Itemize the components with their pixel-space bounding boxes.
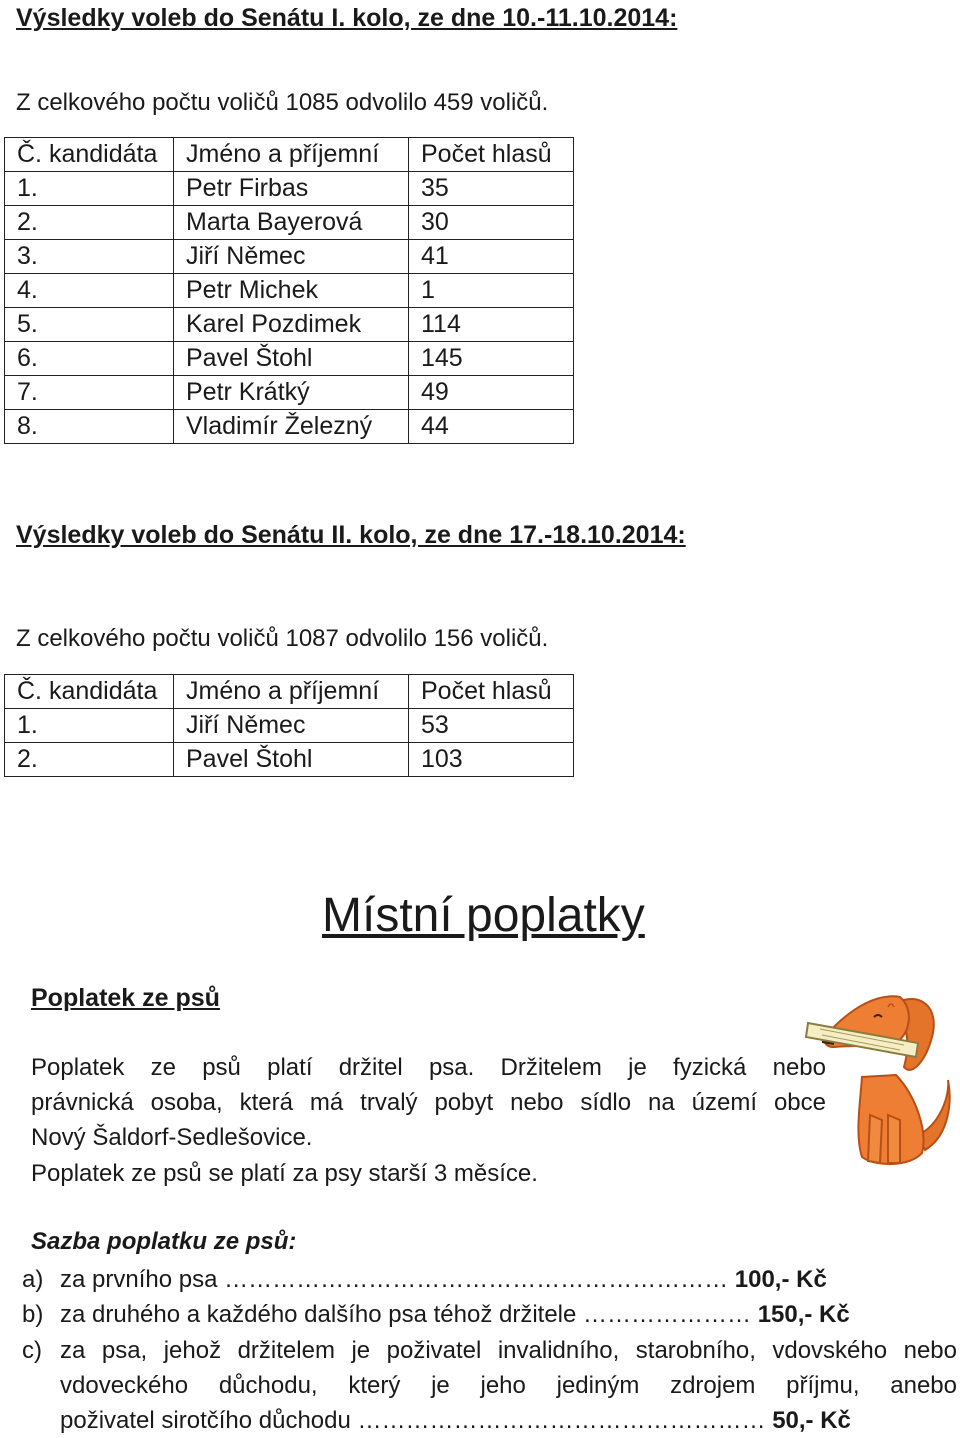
table-row (5, 410, 574, 444)
fee-paragraph-line1: Poplatek ze psů platí držitel psa. Držitelem je fyzická nebo (31, 1054, 826, 1081)
round1-summary: Z celkového počtu voličů 1085 odvolilo 459 voličů. (16, 89, 549, 116)
candidate-number: 7. (5, 376, 174, 410)
fee-paragraph-age: Poplatek ze psů se platí za psy starší 3 měsíce. (31, 1160, 538, 1187)
rates-heading: Sazba poplatku ze psů: (31, 1228, 297, 1255)
item-label: b) (22, 1301, 44, 1328)
vote-count: 41 (409, 240, 574, 274)
table-row (5, 206, 574, 240)
table-row (5, 342, 574, 376)
round2-heading: Výsledky voleb do Senátu II. kolo, ze dne 17.-18.10.2014: (16, 521, 686, 549)
table-row (5, 743, 574, 777)
item-amount: 100,- Kč (734, 1266, 827, 1293)
candidate-name: Karel Pozdimek (174, 308, 409, 342)
vote-count: 145 (409, 342, 574, 376)
list-item (22, 1297, 957, 1332)
column-header: Č. kandidáta (5, 675, 174, 709)
column-header: Č. kandidáta (5, 138, 174, 172)
item-text: za druhého a každého dalšího psa téhož držitele ………………… (60, 1301, 758, 1328)
column-header: Počet hlasů (409, 138, 574, 172)
table-row (5, 172, 574, 206)
candidate-name: Marta Bayerová (174, 206, 409, 240)
item-amount: 50,- Kč (772, 1407, 851, 1434)
candidate-number: 1. (5, 172, 174, 206)
round1-heading: Výsledky voleb do Senátu I. kolo, ze dne 10.-11.10.2014: (16, 4, 678, 32)
item-text-line3: poživatel sirotčího důchodu …………………………………………… (60, 1407, 773, 1434)
vote-count: 35 (409, 172, 574, 206)
vote-count: 44 (409, 410, 574, 444)
dog-fee-heading: Poplatek ze psů (31, 984, 220, 1012)
round2-summary: Z celkového počtu voličů 1087 odvolilo 156 voličů. (16, 625, 549, 652)
candidate-number: 2. (5, 743, 174, 777)
candidate-number: 2. (5, 206, 174, 240)
column-header: Jméno a příjemní (174, 138, 409, 172)
vote-count: 30 (409, 206, 574, 240)
table-row (5, 240, 574, 274)
round2-results-table (4, 674, 574, 777)
list-item (22, 1333, 957, 1438)
item-text-line2: vdoveckého důchodu, který je jeho jediným zdrojem příjmu, anebo (60, 1372, 957, 1399)
candidate-name: Petr Krátký (174, 376, 409, 410)
candidate-name: Jiří Němec (174, 709, 409, 743)
vote-count: 1 (409, 274, 574, 308)
fee-paragraph-line2: právnická osoba, která má trvalý pobyt nebo sídlo na území obce (31, 1089, 826, 1116)
candidate-number: 4. (5, 274, 174, 308)
candidate-number: 3. (5, 240, 174, 274)
vote-count: 103 (409, 743, 574, 777)
table-row (5, 308, 574, 342)
item-label: a) (22, 1266, 44, 1293)
candidate-name: Pavel Štohl (174, 342, 409, 376)
table-header-row (5, 675, 574, 709)
vote-count: 53 (409, 709, 574, 743)
fee-paragraph-line3: Nový Šaldorf-Sedlešovice. (31, 1124, 313, 1151)
item-amount: 150,- Kč (757, 1301, 850, 1328)
candidate-name: Vladimír Železný (174, 410, 409, 444)
table-row (5, 709, 574, 743)
table-row (5, 376, 574, 410)
column-header: Jméno a příjemní (174, 675, 409, 709)
candidate-name: Petr Michek (174, 274, 409, 308)
candidate-name: Petr Firbas (174, 172, 409, 206)
candidate-number: 5. (5, 308, 174, 342)
fees-title: Místní poplatky (322, 889, 645, 942)
column-header: Počet hlasů (409, 675, 574, 709)
vote-count: 114 (409, 308, 574, 342)
round1-results-table (4, 137, 574, 444)
candidate-number: 1. (5, 709, 174, 743)
item-label: c) (22, 1337, 42, 1364)
table-row (5, 274, 574, 308)
candidate-name: Jiří Němec (174, 240, 409, 274)
table-header-row (5, 138, 574, 172)
item-text-line1: za psa, jehož držitelem je poživatel invalidního, starobního, vdovského nebo (60, 1337, 957, 1364)
candidate-name: Pavel Štohl (174, 743, 409, 777)
vote-count: 49 (409, 376, 574, 410)
list-item (22, 1262, 957, 1297)
candidate-number: 6. (5, 342, 174, 376)
item-text: za prvního psa ……………………………………………………… (60, 1266, 735, 1293)
candidate-number: 8. (5, 410, 174, 444)
